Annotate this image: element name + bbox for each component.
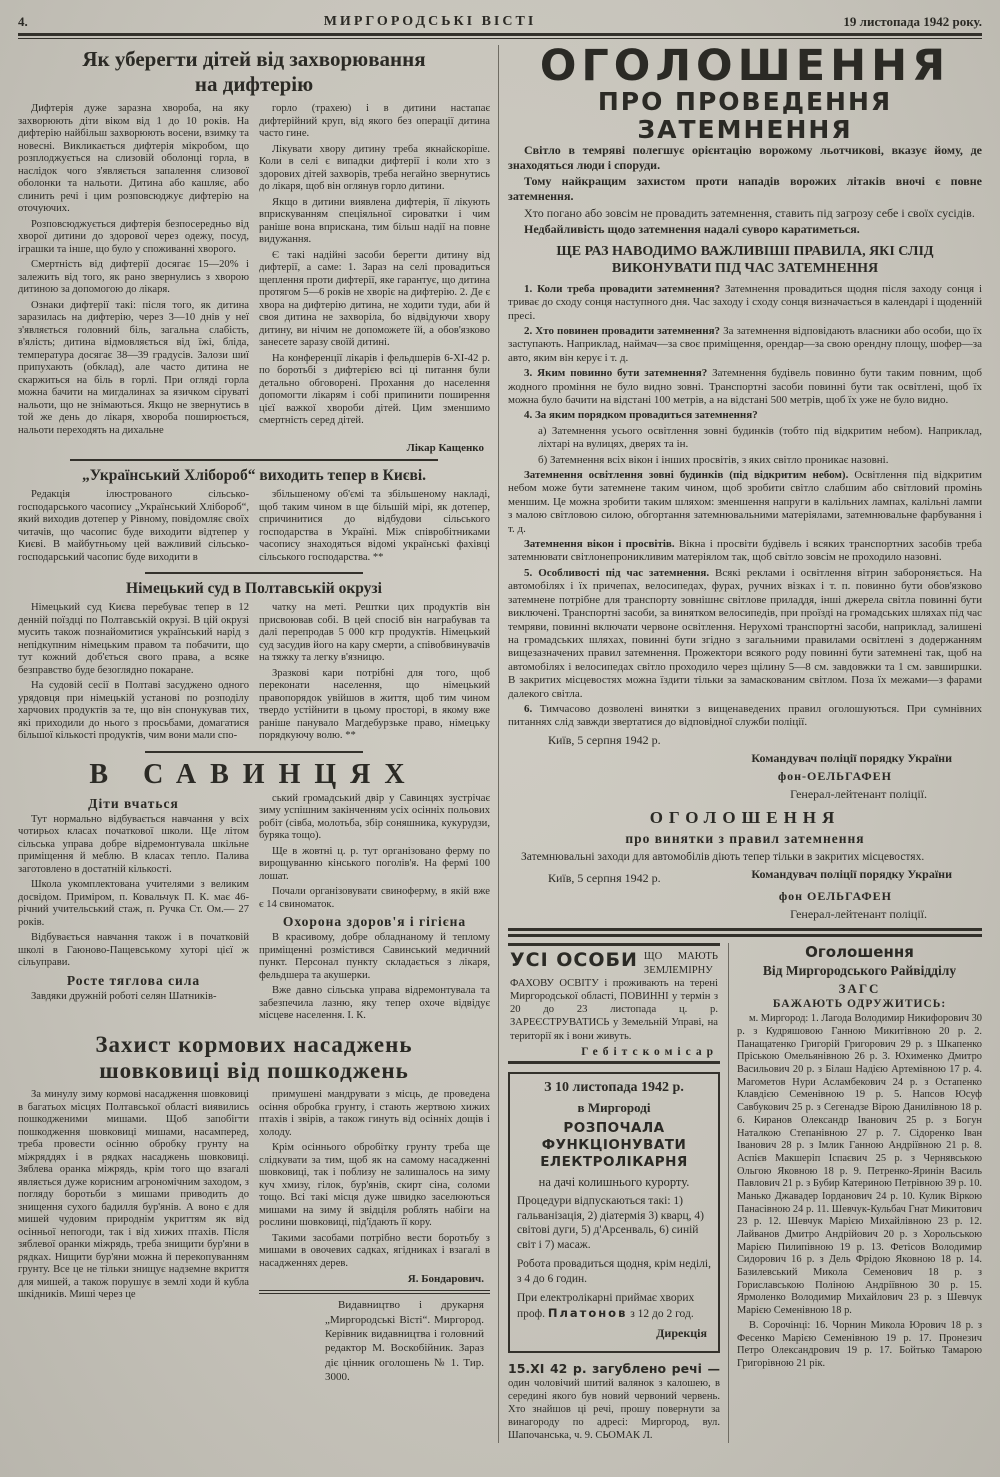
masthead: МИРГОРОДСЬКІ ВІСТІ xyxy=(323,14,537,29)
rule-text: Вікна і просвіти будівель і всяких транспортних засобів треба затемнювати світлонепроникливим матеріялом так, щоб світло зовсім не проходило назовні. xyxy=(508,538,982,564)
paragraph-group xyxy=(18,991,249,1004)
announcement-title: ОГОЛОШЕННЯ xyxy=(539,41,951,91)
rules-heading-line: ВИКОНУВАТИ ПІД ЧАС ЗАТЕМНЕННЯ xyxy=(611,261,879,277)
rule-item xyxy=(508,325,982,365)
rule-item xyxy=(508,567,982,701)
paragraph: Такими засобами потрібно вести боротьбу з мишами в овочевих садках, ягідниках і взагалі в насадженнях дерев. xyxy=(259,1232,490,1269)
paragraph: Крім осіннього обробітку грунту треба ще слідкувати за тим, щоб як на самому насадженні шовковиці, так і поблизу не залишалось на зиму куч хмизу, гілок, бур'янів, скирт сіна, соломи тощо. Всі такі місця дуже швидко заселюються мишами на зиму й звідціля роблять набіги на рослини шовковиці, під'їдають її кору. xyxy=(259,1142,490,1229)
article-savyntsi xyxy=(18,759,490,1026)
rule-text: Затемнення будівель повинно бути таким повним, щоб жодного проміння не було видно зовні. Транспортні засоби повинні бути так освітлені, щоб їх можна було бачити на відстані 100 метрів, а на відстані 500 метрів, щоб їх уже не було видно. xyxy=(508,367,983,406)
title-line: Захист кормових насаджень xyxy=(95,1031,413,1057)
rule-item xyxy=(508,469,982,536)
section-divider xyxy=(145,751,362,753)
lead-paragraph: Світло в темряві полегшує орієнтацію ворожому льотчикові, вказує йому, де знаходяться люди і споруди. xyxy=(508,143,982,172)
paragraph: Тут нормально відбувається навчання у всіх чотирьох класах початкової школи. Ще літом сільська управа добре відремонтувала шкільне приміщення й меблю. В класах тепло. Палива заготовлено в достатній кількості. xyxy=(18,813,249,875)
rule-text: Освітлення під відкритим небом може бути затемнене таким чином, щоб зробити світло слабшим або світловий промінь меншим. Це можна зробити таким шляхом: зменшення напруги в калільних лампах, калільні лампи з малою світловою силою, обгортання затемнювальними матеріялами, затемнювальне фарбування і т. д. xyxy=(508,469,982,535)
article-title: Німецький суд в Полтавській окрузі xyxy=(126,580,382,598)
blackout-exceptions-announcement xyxy=(508,808,982,923)
notice-body xyxy=(508,1361,720,1443)
surveyors-notice xyxy=(508,943,720,1064)
title-line: шовковиці від пошкоджень xyxy=(99,1057,409,1083)
rule-text: За затемнення відповідають власники або особи, що їх заступають. Наприклад, наймач—за своє приміщення, орендар—за свою орендну площу, шофер—за авто, яким він керує і т. д. xyxy=(508,324,982,364)
ad-date: З 10 листопада 1942 р. xyxy=(544,1079,684,1095)
rule-lead: 5. Особливості під час затемнення. xyxy=(524,566,710,579)
paragraph: В красивому, добре обладнаному й теплому приміщенні розмістився Савинський медичний пункт. Персонал пункту складається з лікаря, фельдшера та акушерки. xyxy=(259,932,490,981)
header-rule xyxy=(18,33,982,39)
ad-procedures: Процедури відпускаються такі: 1) гальванізація, 2) діатермія 3) кварц, 4) світові дуги, 5) д'Арсенваль, 6) синій світ і 7) масаж. xyxy=(517,1194,704,1252)
article-col xyxy=(259,602,490,746)
paragraph: Лікувати хвору дитину треба якнайскоріше. Коли в селі є випадки дифтерії і коли хто з здорових дітей захворів, треба негайно звернутись до лікаря, щоб він оглянув горло дитини. xyxy=(259,143,490,193)
signer-name: Дирекція xyxy=(656,1326,707,1341)
lead-paragraphs xyxy=(508,143,982,237)
paragraph: примушені мандрувати з місць, де проведена осіння обробка грунту, і стають жертвою хижих птахів і звірів, а також гинуть від осінніх дощів і холоду. xyxy=(259,1089,490,1138)
signoff-block xyxy=(508,867,982,922)
article-col xyxy=(18,103,249,440)
zags-wish: БАЖАЮТЬ ОДРУЖИТИСЬ: xyxy=(772,998,947,1011)
section-divider xyxy=(145,572,362,574)
lead-paragraph: Недбайливість щодо затемнення надалі суворо каратиметься. xyxy=(524,222,860,237)
article-col xyxy=(259,793,490,1026)
signoff-block xyxy=(508,733,982,802)
page-header xyxy=(18,14,982,30)
article-title: „Український Хлібороб“ виходить тепер в Києві. xyxy=(81,467,427,485)
rule-subitem: б) Затемнення всіх вікон і інших просвітів, з яких світло проникає назовні. xyxy=(538,453,889,466)
zags-column xyxy=(728,943,982,1442)
section-rule xyxy=(508,928,982,937)
notice-lead: 15.XI 42 р. загублено речі — xyxy=(508,1361,720,1377)
paragraph: Вже давно сільська управа відремонтувала та забезпечила лазню, яку тепер охоче відвідує місцеве населення. І. К. xyxy=(259,985,490,1021)
rule-text: Затемнення провадиться щодня після заходу сонця і триває до сходу сонця наступного дня. Час заходу і сходу сонця визначається в календарі і щоденній пресі. xyxy=(508,282,983,322)
paragraph: ський громадський двір у Савинцях зустрічає зиму успішним закінченням усіх осінніх польових робіт (сівба, молотьба, збір соняшника, кукурудзи, буряка тощо). xyxy=(259,792,490,841)
lead-paragraph: Хто погано або зовсім не провадить затемнення, ставить під загрозу себе і своїх сусідів. xyxy=(524,205,975,220)
rule-lead: Затемнення вікон і просвітів. xyxy=(524,538,675,551)
professor-name: Платонов xyxy=(547,1306,628,1321)
article-title xyxy=(18,1032,490,1085)
middle-sub-column xyxy=(508,943,720,1442)
ad-headline-line: РОЗПОЧАЛА ФУНКЦІОНУВАТИ xyxy=(541,1119,687,1153)
imprint-block xyxy=(259,1290,490,1384)
announcement-subtitle: про винятки з правил затемнення xyxy=(625,830,865,846)
blackout-announcement xyxy=(508,41,983,802)
author-signature: Лікар Кащенко xyxy=(406,442,484,455)
author-signature: Я. Бондарович. xyxy=(407,1273,484,1286)
rule-lead: 1. Коли треба провадити затемнення? xyxy=(524,282,721,295)
paragraph: На конференції лікарів і фельдшерів 6-XI-42 р. по боротьбі з дифтерією всі ці питання були детально обговорені. Прохання до населення допомогти лікарям і собі припинити поширення цієї важкої хвороби дітей. Цим зменшимо смертність серед дітей. xyxy=(259,352,490,427)
rule-lead: Затемнення освітлення зовні будинків (під відкритим небом). xyxy=(524,469,849,482)
lost-items-notice xyxy=(508,1361,720,1443)
rule-item xyxy=(508,409,982,422)
ad-text: При електролікарні приймає хворих проф. xyxy=(517,1292,695,1321)
right-column xyxy=(498,41,983,1443)
announcement-subtitle: ПРО ПРОВЕДЕННЯ ЗАТЕМНЕННЯ xyxy=(597,87,893,144)
subheading: Охорона здоров'я і гігієна xyxy=(282,914,467,929)
paragraph: збільшеному об'ємі та збільшеному накладі, щоб таким чином в ще більшій мірі, як дотепер, спричинитися до відбудови сільського господарства в Україні. Між співробітниками часопису знаходяться відомі українські фахівці сільського господарства. ** xyxy=(259,489,490,563)
announcement-body: Затемнювальні заходи для автомобілів діють тепер тільки в закритих місцевостях. xyxy=(521,850,925,863)
ad-professor xyxy=(517,1291,711,1322)
paragraph: Смертність від дифтерії досягає 15—20% і залежить від того, як рано звернулись з хворою дитиною за допомогою до лікаря. xyxy=(18,259,249,296)
rule-text: Тимчасово дозволені винятки з вищенаведених правил оголошуються. При сумнівних питаннях слід завжди звертатися до відповідної служби поліції. xyxy=(508,702,982,729)
subheading: Діти вчаться xyxy=(88,795,179,811)
section-divider xyxy=(70,459,438,461)
paragraph: м. Миргород: 1. Лагода Володимир Никифорович 30 р. з Кудряшовою Ганною Микитівною 20 р. 2. Панащатенко Григорій Григорович 29 р. з Шкапенко Пріською Омельянівною 26 р. 3. Юхименко Дмитро Васильович 20 р. з Білаш Надією Артемівною 17 р. 4. Магометов Нури Асламбекович 24 р. з Остапенко Клавдією Семенівною 19 р. 5. Напсов Юсуф Савбукович 25 р. з Сегенадзе Вірою Данилівною 18 р. 6. Киранов Олександр Іванович 25 р. з Богун Наталкою Степанівною 27 р. 7. Сідоренко Іван Іванович 28 р. з Імлик Ганною Андріївною 21 р. 8. Аспієв Макшеріп Іспаєвич 25 р. з Чернявською Ольгою Яковною 18 р. 9. Петренко-Яринін Василь Павлович 21 р. з Бубир Катериною Петрівною 39 р. 10. Манько Джавадер Іорданович 24 р. 10. Кулик Віркою Панасівною 24 р. 11. Шевчук-Кульбач Гнат Микитович 23 р. 12. Шевчук Марією Михайлівною 23 р. 12. Лайванов Дмитро Андрійович 20 р. з Хорольською Марією Пилипівною 19 р. 13. Фетісов Володимир Сидорович 16 р. з Дель Фрідою Яковною 18 р. 14. Базилевський Микола Семенович 18 р. з Гориславською Поліною Андріївною 30 р. 15. Ярмоленко Володимир Михайлович 23 р. з Шевчук Марією Семенівною 18 р. xyxy=(737,1013,982,1317)
article-col xyxy=(18,489,249,567)
signer-name: фон ОЕЛЬГАФЕН xyxy=(778,889,892,904)
rule-lead: 4. За яким порядком провадиться затемнення? xyxy=(524,409,758,422)
page-number: 4. xyxy=(18,14,28,29)
signer-title: Командувач поліції порядку України xyxy=(751,867,952,882)
paragraph: Школа укомплектована учителями з великим досвідом. Приміром, п. Ковальчук П. К. має 46-річний учительський стаж, п. Ручка Ст. Ом.— 27 років. xyxy=(18,879,249,928)
paragraph: Дифтерія дуже заразна хвороба, на яку захворюють діти віком від 1 до 10 років. На дифтерію найбільш захворюють восени, взимку та новесні. Викликається дифтерія мікробом, що розплоджується на слизовій оболонці горла, в наслідок чого з'являється запалення слизової оболонки та нальоти. Дитина або кашляє, або слинить речі і цим розповсюджує дифтерію на оточуючих. xyxy=(18,103,249,215)
rule-lead: 6. xyxy=(524,702,533,715)
paragraph: Зразкові кари потрібні для того, щоб переконати населення, що німецький правопорядок увійшов в життя, щоб тим чином твердо устійнити в цьому просторі, в якому вже раніше панувало Магдебурзьке право, німецьку порядкуючу волю. ** xyxy=(259,667,490,741)
rule-text: Всякі реклами і освітлення вітрин забороняється. На автомобілях і їх причепах, велосипедах, фурах, ручних візках і т. п. повинно бути обов'язково затемнене потрібне для транспорту зовнішнє світлове приладдя, інші джерела світла повинні бути виключені. Транспортні засоби, за винятком велосипедів, при проїзді на громадських шляхах під час темряви, повинні включати червоне освітлення. Нерухомі транспортні засоби, наприклад, залишені на громадських шляхах, повинні бути згідно з загальними правилами освітлені з додержанням вищезазначених правил затемнення. Прожектори всякого роду повинні бути затемнені так, щоб на автомобілях і велосипедах світло проходило через щілину 5—8 см. завдовжки та 1 см. завширшки. В закритих місцевостях можна їздити тільки за замаскованим світлом. Поза їх межами—з фарами далекого світла. xyxy=(508,566,983,700)
title-line: на дифтерію xyxy=(194,72,314,97)
paragraph: Є такі надійні засоби берегти дитину від дифтерії, а саме: 1. Зараз на селі провадиться щеплення проти дифтерії, яке гарантує, що дитина протягом 5—6 років не хворіє на дифтерію. 2. Де є хвора на дифтерію дитина, не ходити туди, аби й своя дитина не захворіла, бо відвідуючи хвору дитину, ви нічим не допоможете їй, а обов'язково занесете заразу своїй дитині. xyxy=(259,249,490,349)
announcement-title: ОГОЛОШЕННЯ xyxy=(649,807,841,827)
article-german-court xyxy=(18,580,490,745)
article-col xyxy=(259,103,490,440)
paragraph-group xyxy=(259,932,490,1023)
rule-lead: 3. Яким повинно бути затемнення? xyxy=(524,367,708,380)
article-col xyxy=(18,602,249,746)
ad-city: в Миргороді xyxy=(577,1099,651,1115)
rule-lead: 2. Хто повинен провадити затемнення? xyxy=(524,324,721,337)
paragraph: Редакція ілюстрованого сільсько-господарського часопису „Український Хлібороб“, який виходив дотепер у Рівному, повідомляє своїх читачів, що часопис буде виходити відтепер у Києві. В майбутньому цей важливий сільсько-господарський часопис буде виходити в xyxy=(18,489,249,563)
clinic-ad xyxy=(508,1072,720,1353)
ad-headline xyxy=(517,1120,711,1171)
paragraph: Ознаки дифтерії такі: після того, як дитина заразилась на дифтерію, через 3—10 днів у неї з'являється головний біль, загальна слабість, в'ялість; дитина відмовляється від їжі, бліда, температура досягає 38—39 градусів. Залози шиї припухають (обклад), але часто дитина не скаржиться на біль в горлі. При огляді горла можна бачити на мигдалинах за язичком сіруваті нальоти, що не знімаються. Якщо не звернутись в той же день до лікаря, хвороба поширюється, нальоти переходять на дихальне xyxy=(18,299,249,436)
article-diphtheria xyxy=(18,47,490,454)
rule-subitem: а) Затемнення усього освітлення зовні будинків (тобто під відкритим небом). Наприклад, ліхтарі на вулицях, дверях та ін. xyxy=(538,424,982,451)
paragraph: За минулу зиму кормові насадження шовковиці в багатьох місцях Полтавської області виявились пошкодженими мишами. Щоб запобігти пошкодження шовковиці мишами, насамперед, треба провести осінню обробку грунту на міжряддях і в рядках насаджень шовковиці. Зяблева оранка міжрядь, крім того що взагалі являється дуже корисним агрономічним заходом, з погляду боротьби з мишами приводить до знищення сухого бадилля бур'янів. А воно є для мишей чудовим природнім укриттям як від осінньої непогоди, так і від хижих птахів. Після зяблевої оранки міжрядь, треба знищити бур'яни в рядках. Нищити бур'яни можна й перекопуванням грунту. Все це не тільки знищує надземне вкриття для мишей, а також порушує в землі ходи й кубла шкідників. Миші через це xyxy=(18,1089,249,1301)
notice-text: один чоловічий шитий валянок з калошею, в середині якого був новий червоний червень. Хто знайшов ці речі, прошу повернути за винагороду по адресі: Миргород, вул. Шапочанська, ч. 9. СЬОМАК Л. xyxy=(508,1378,720,1441)
imprint-text: Видавництво і друкарня „Миргородські Вісті“. Миргород. Керівник видавництва і головний редактор М. Воскобійник. Зараз діє цінник оголошень № 1. Тир. 3000. xyxy=(325,1299,484,1383)
paragraph-group xyxy=(259,793,490,912)
paragraph: горло (трахею) і в дитини настапає дифтерійний круп, від якого без операції дитина часто гине. xyxy=(259,103,490,140)
article-mulberry xyxy=(18,1032,490,1385)
paragraph: Якщо в дитини виявлена дифтерія, її лікують вприскуванням спеціяльної сироватки і чим раніше вона вприскана, тим більш надії на повне видужання. xyxy=(259,196,490,246)
article-col xyxy=(259,489,490,567)
dateline: Київ, 5 серпня 1942 р. xyxy=(548,732,661,747)
rules-heading xyxy=(508,243,982,278)
paragraph: Німецький суд Києва перебуває тепер в 12 денній поїздці по Полтавській окрузі. В цій окрузі мусить також познайомитися український нарід з непідкупним німецьким правом та побачити, що тут кожний доб'ється свого права, а всяке безправство буде безоглядно покаране. xyxy=(18,602,249,676)
zags-list xyxy=(737,1013,982,1370)
signer-rank: Генерал-лейтенант поліції. xyxy=(790,786,927,801)
notice-text: ЩО МАЮТЬ ЗЕМЛЕМІРНУ ФАХОВУ ОСВІТУ і проживають на терені Миргородської області, ПОВИННІ у термін з 20 до 23 листопада ц. р. ЗАРЕЄСТРУВАТИСЬ у Земельній Управі, на території як і вони живуть. xyxy=(510,951,718,1042)
article-hliborob xyxy=(18,467,490,567)
rule-item xyxy=(508,703,982,730)
notice-body xyxy=(510,950,718,1043)
article-title xyxy=(18,47,490,97)
ad-location: на дачі колишнього курорту. xyxy=(538,1174,690,1189)
paragraph: чатку на меті. Рештки цих продуктів він присвоював собі. В цей спосіб він награбував та далі перепродав 5 000 кгр продуктів. Німецький суд засудив його на кару смерти, а співобвинувачів на тяжку та легку в'язницю. xyxy=(259,602,490,663)
title-line: Як уберегти дітей від захворювання xyxy=(82,47,426,71)
paragraph: Розповсюджується дифтерія безпосередньо від хворої дитини до здорової через одежу, посуд, іграшки та інше, що було у споживанні хворого. xyxy=(18,218,249,255)
signer-rank: Генерал-лейтенант поліції. xyxy=(790,907,927,922)
rules-heading-line: ЩЕ РАЗ НАВОДИМО ВАЖЛИВІШІ ПРАВИЛА, ЯКІ СЛІД xyxy=(556,243,934,259)
paragraph: На судовій сесії в Полтаві засуджено одного урядовця при німецькій установі по розподілу харчових продуктів за те, що він спонукував тих, які приходили до нього з просьбами, домагатися більшої кількості продуктів, чим вони мали спо- xyxy=(18,680,249,741)
article-col xyxy=(18,1089,249,1384)
paragraph: Завдяки дружній роботі селян Шатників- xyxy=(31,990,217,1002)
subheading: Росте тяглова сила xyxy=(66,972,201,988)
rules-list xyxy=(508,283,982,730)
rule-item xyxy=(508,367,982,407)
signer-title: Командувач поліції порядку України xyxy=(751,750,952,765)
rule-item xyxy=(508,538,982,565)
ad-text: з 12 до 2 год. xyxy=(627,1308,694,1321)
paragraph: Відбувається навчання також і в початковій школі в Гаюново-Пащевському хуторі цієї ж сільуправи. xyxy=(18,932,249,968)
article-col xyxy=(259,1089,490,1384)
zags-from: Від Миргородського Райвідділу xyxy=(762,963,957,979)
issue-date: 19 листопада 1942 року. xyxy=(843,14,982,29)
zags-title: Оголошення xyxy=(805,943,914,962)
rule-item xyxy=(508,283,982,323)
zags-org: ЗАГС xyxy=(838,981,881,997)
signer-name: Гебітскомісар xyxy=(581,1045,718,1058)
article-title: В САВИНЦЯХ xyxy=(89,758,419,790)
notice-lead: УСІ ОСОБИ xyxy=(510,949,638,972)
ad-schedule: Робота провадиться щодня, крім неділі, з 4 до 6 годин. xyxy=(517,1258,712,1286)
left-column xyxy=(18,45,498,1443)
paragraph: Ще в жовтні ц. р. тут організовано ферму по вирощуванню кінського поголів'я. На фермі 100 лошат. xyxy=(259,845,490,882)
paragraph-group xyxy=(18,814,249,970)
paragraph: Почали організовувати свиноферму, в якій вже є 14 свиноматок. xyxy=(259,886,490,910)
dateline: Київ, 5 серпня 1942 р. xyxy=(548,871,661,886)
paragraph-group xyxy=(259,1089,490,1270)
paragraph: В. Сорочінці: 16. Чорнин Микола Юрович 18 р. з Фесенко Марією Семенівною 19 р. 17. Пронезич Петро Олександрович 19 р. 17. Бойтько Тамарою Григорівною 21 рік. xyxy=(737,1319,982,1369)
lead-paragraph: Тому найкращим захистом проти нападів ворожих літаків вночі є повне затемнення. xyxy=(508,174,982,203)
article-col xyxy=(18,793,249,1026)
signer-name: фон-ОЕЛЬГАФЕН xyxy=(777,768,892,783)
ad-headline-line: ЕЛЕКТРОЛІКАРНЯ xyxy=(540,1153,688,1170)
